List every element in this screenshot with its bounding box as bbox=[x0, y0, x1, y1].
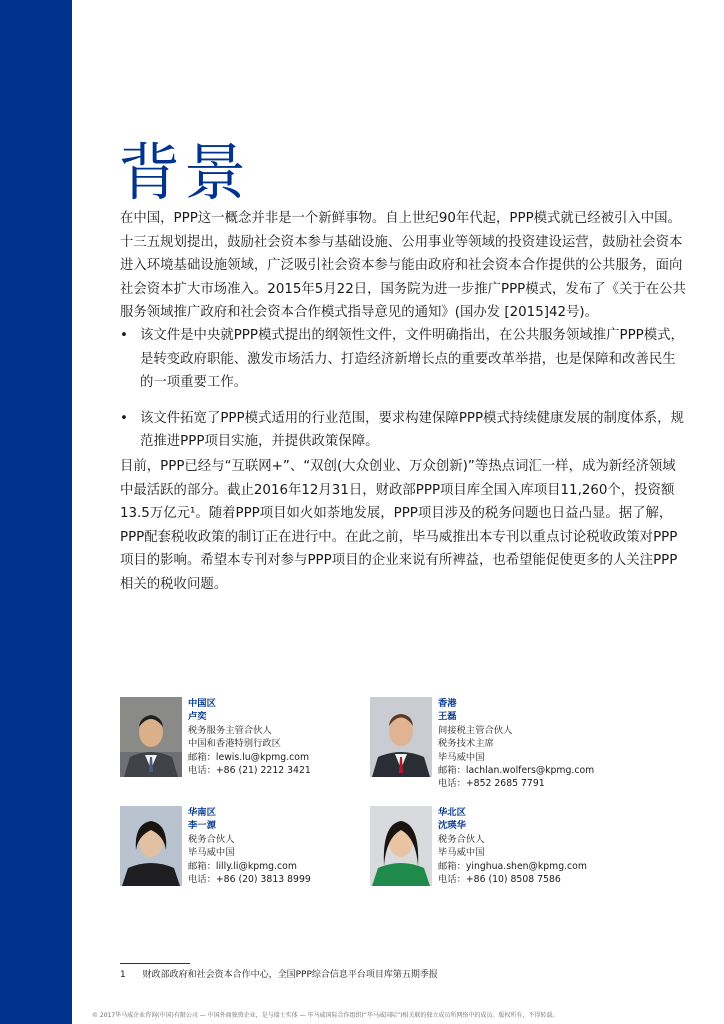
contact-phone: 电话：+86 (20) 3813 8999 bbox=[188, 874, 311, 886]
contact-office: 中国和香港特别行政区 bbox=[188, 738, 281, 750]
list-item bbox=[120, 407, 686, 454]
footnote-divider bbox=[120, 963, 190, 964]
contact-title: 间接税主管合伙人 bbox=[438, 724, 513, 736]
contact-email[interactable]: 邮箱：lewis.lu@kpmg.com bbox=[188, 751, 310, 763]
footnote-text: 财政部政府和社会资本合作中心，全国PPP综合信息平台项目库第五期季报 bbox=[142, 970, 438, 980]
conclusion-paragraph: 目前，PPP已经与“互联网+”、“双创(大众创业、万众创新)”等热点词汇一样，成为新经济领域中最活跃的部分。截止2016年12月31日，财政部PPP项目库全国入库项目11,260个，投资额13.5万亿元¹。随着PPP项目如火如荼地发展，PPP项目涉及的税务问题也日益凸显。据了解，PPP配套税收政策的制订正在进行中。在此之前，毕马威推出本专刊以重点讨论税收政策对PPP项目的影响。希望本专刊对参与PPP项目的企业来说有所裨益，也希望能促使更多的人关注PPP相关的税收问题。 bbox=[120, 459, 678, 592]
contact-info bbox=[188, 806, 311, 886]
contact-company: 毕马威中国 bbox=[438, 751, 485, 763]
contact-title: 税务服务主管合伙人 bbox=[188, 724, 272, 736]
contact-title: 税务合伙人 bbox=[188, 833, 235, 845]
contact-info bbox=[188, 697, 311, 777]
contact-region: 中国区 bbox=[188, 698, 216, 709]
contact-phone: 电话：+86 (10) 8508 7586 bbox=[438, 874, 561, 886]
contact-region: 华北区 bbox=[438, 807, 466, 818]
bullet-icon: • bbox=[120, 328, 128, 343]
brand-side-bar bbox=[0, 0, 72, 1024]
page-title: 背景 bbox=[118, 135, 251, 209]
contact-role: 税务技术主席 bbox=[438, 738, 494, 750]
avatar bbox=[120, 697, 182, 777]
footnote-number: 1 bbox=[120, 970, 126, 980]
contact-region: 香港 bbox=[438, 698, 457, 709]
contact-card-hongkong bbox=[370, 697, 640, 790]
intro-paragraph: 在中国，PPP这一概念并非是一个新鲜事物。自上世纪90年代起，PPP模式就已经被引入中国。十三五规划提出，鼓励社会资本参与基础设施、公用事业等领域的投资建设运营，鼓励社会资本进入环境基础设施领域，广泛吸引社会资本参与能由政府和社会资本合作提供的公共服务，面向社会资本扩大市场准入。2015年5月22日，国务院为进一步推广PPP模式，发布了《关于在公共服务领域推广政府和社会资本合作模式指导意见的通知》(国办发 [2015]42号)。 bbox=[120, 211, 686, 320]
contact-company: 毕马威中国 bbox=[188, 847, 235, 859]
contact-email[interactable]: 邮箱：lilly.li@kpmg.com bbox=[188, 860, 297, 872]
contact-phone: 电话：+86 (21) 2212 3421 bbox=[188, 765, 311, 777]
contact-card-north-china bbox=[370, 806, 640, 886]
contact-card-china bbox=[120, 697, 390, 777]
contact-region: 华南区 bbox=[188, 807, 216, 818]
contact-company: 毕马威中国 bbox=[438, 847, 485, 859]
avatar bbox=[370, 697, 432, 777]
copyright-notice: © 2017毕马威企业咨询(中国)有限公司 — 中国外商独资企业，是与瑞士实体 — 毕马威国际合作组织(“毕马威国际”)相关联的独立成员所网络中的成员。版权所有，不得转载。 bbox=[92, 1012, 559, 1019]
contact-name: 沈瑛华 bbox=[438, 820, 466, 832]
contact-info bbox=[438, 697, 594, 791]
contact-phone: 电话：+852 2685 7791 bbox=[438, 778, 545, 790]
contact-name: 李一源 bbox=[188, 820, 216, 832]
contact-name: 卢奕 bbox=[188, 711, 207, 723]
avatar bbox=[120, 806, 182, 886]
list-item bbox=[120, 324, 686, 395]
contact-email[interactable]: 邮箱：yinghua.shen@kpmg.com bbox=[438, 860, 587, 872]
bullet-text: 该文件是中央就PPP模式提出的纲领性文件，文件明确指出，在公共服务领域推广PPP模式，是转变政府职能、激发市场活力、打造经济新增长点的重要改革举措，也是保障和改善民生的一项重要工作。 bbox=[140, 328, 684, 390]
avatar bbox=[370, 806, 432, 886]
bullet-list bbox=[120, 324, 686, 466]
bullet-icon: • bbox=[120, 410, 128, 426]
contact-info bbox=[438, 806, 587, 886]
contact-email[interactable]: 邮箱：lachlan.wolfers@kpmg.com bbox=[438, 765, 595, 777]
contact-title: 税务合伙人 bbox=[438, 833, 485, 845]
contact-card-south-china bbox=[120, 806, 390, 886]
footnote bbox=[120, 967, 438, 980]
contact-name: 王磊 bbox=[438, 711, 457, 723]
bullet-text: 该文件拓宽了PPP模式适用的行业范围，要求构建保障PPP模式持续健康发展的制度体系，规范推进PPP项目实施，并提供政策保障。 bbox=[140, 410, 684, 449]
